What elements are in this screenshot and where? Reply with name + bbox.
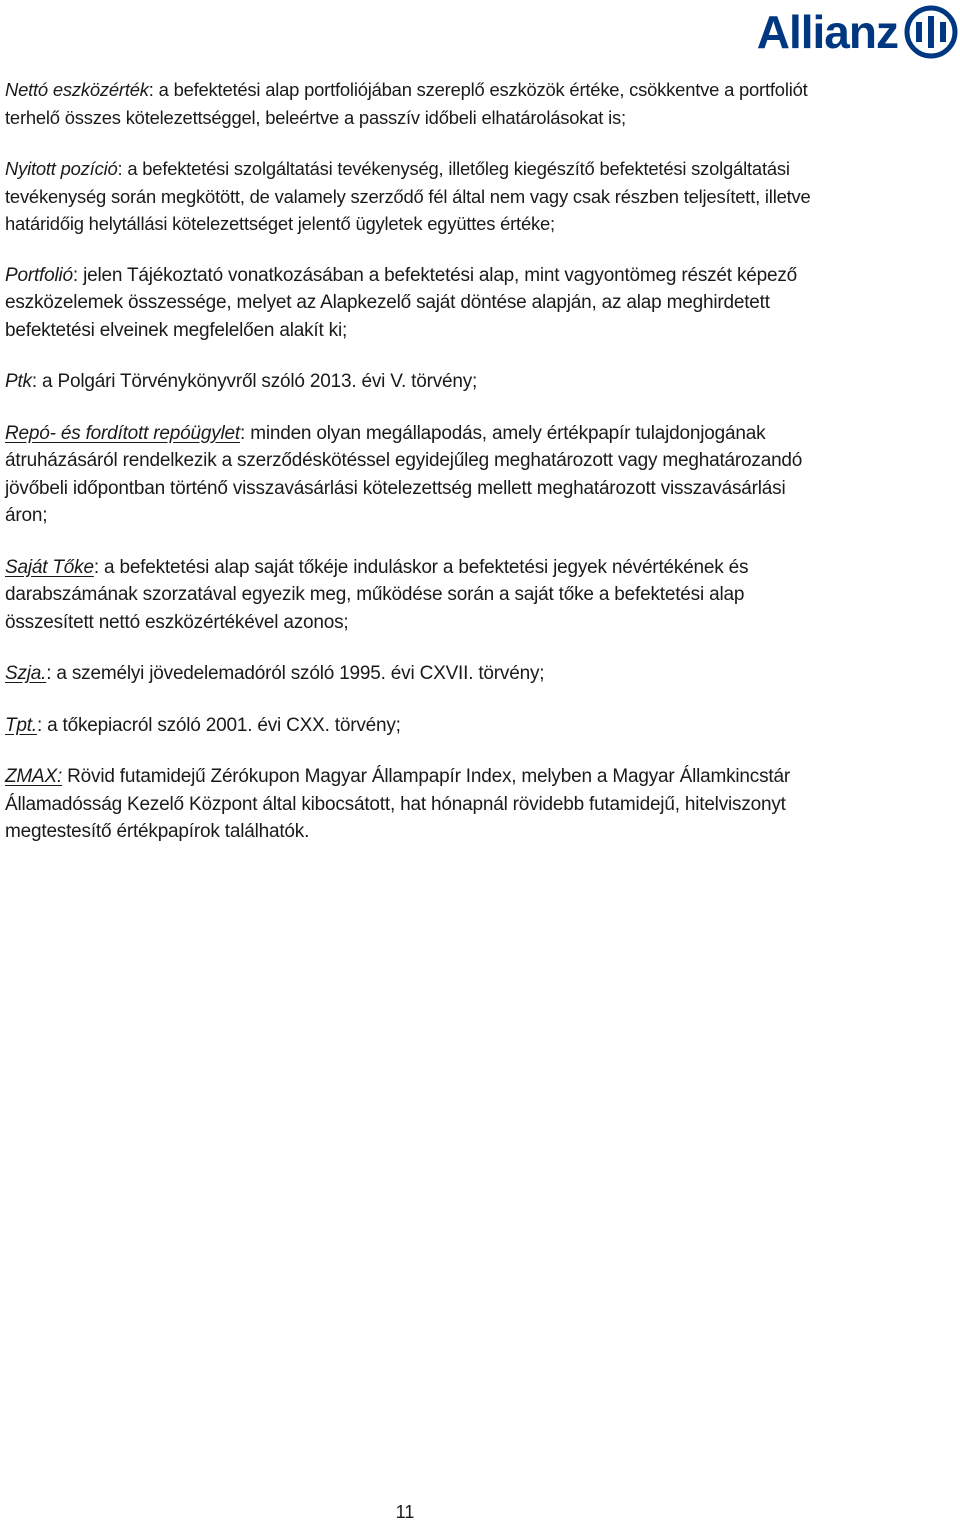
definition-text: a befektetési szolgáltatási tevékenység, illetőleg kiegészítő befektetési szolgáltatási tevékenység során megkötött, de valamely szerződő fél által nem vagy csak részben teljesített, illetve határidőig helytállási kötelezettséget jelentő ügyletek együttes értéke;	[5, 158, 811, 234]
definition-text: a személyi jövedelemadóról szóló 1995. évi CXVII. törvény;	[51, 663, 545, 684]
definition-separator: :	[117, 158, 123, 179]
definition-term: Saját Tőke	[5, 556, 94, 578]
definitions-list	[5, 76, 825, 870]
definition-text: minden olyan megállapodás, amely értékpapír tulajdonjogának átruházásáról rendelkezik a szerződéskötéssel egyidejűleg meghatározott vagy meghatározandó jövőbeli időpontban történő visszavásárlási kötelezettség mellett meghatározott visszavásárlási áron;	[5, 422, 803, 526]
definition-term: Portfolió	[5, 264, 73, 286]
definition-paragraph	[5, 712, 825, 740]
definition-separator: :	[72, 264, 78, 286]
definition-term: Repó- és fordított repóügylet	[5, 422, 241, 444]
definition-paragraph	[5, 660, 825, 688]
definition-separator: :	[31, 371, 37, 392]
definition-term: Nyitott pozíció	[5, 158, 118, 179]
definition-text: jelen Tájékoztató vonatkozásában a befektetési alap, mint vagyontömeg részét képező eszközelemek összessége, melyet az Alapkezelő saját döntése alapján, az alap meghirdetett befektetési elveinek megfelelően alakít ki;	[5, 264, 798, 341]
definition-paragraph	[5, 420, 825, 530]
definition-paragraph	[5, 368, 825, 396]
definition-paragraph	[5, 155, 825, 238]
allianz-logo	[757, 4, 958, 60]
definition-text: a tőkepiacról szóló 2001. évi CXX. törvény;	[42, 714, 401, 736]
definition-paragraph	[5, 763, 825, 846]
definition-text: a befektetési alap portfoliójában szereplő eszközök értéke, csökkentve a portfoliót terhelő összes kötelezettséggel, beleértve a passzív időbeli elhatárolásokat is;	[5, 79, 808, 128]
definition-separator: :	[36, 714, 43, 736]
definition-term: Szja.	[5, 663, 47, 684]
definition-paragraph	[5, 76, 825, 131]
definition-paragraph	[5, 554, 825, 637]
page-number: 11	[395, 1502, 415, 1522]
definition-separator: :	[240, 422, 246, 444]
definition-separator: :	[93, 556, 99, 578]
definition-text: Rövid futamidejű Zérókupon Magyar Állampapír Index, melyben a Magyar Államkincstár Államadósság Kezelő Központ által kibocsátott, hat hónapnál rövidebb futamidejű, hitelviszonyt megtestesítő értékpapírok találhatók.	[5, 766, 790, 842]
allianz-eagle-mark-icon	[904, 5, 958, 59]
logo-wordmark: Allianz	[756, 6, 898, 58]
definition-text: a Polgári Törvénykönyvről szóló 2013. évi V. törvény;	[36, 371, 478, 392]
definition-term: ZMAX:	[5, 766, 63, 787]
definition-paragraph	[5, 262, 825, 345]
definition-text: a befektetési alap saját tőkéje induláskor a befektetési jegyek névértékének és darabszámának szorzatával egyezik meg, működése során a saját tőke a befektetési alap összesített nettó eszközértékével azonos;	[5, 556, 749, 633]
definition-term: Ptk	[5, 371, 32, 392]
definition-separator: :	[46, 663, 52, 684]
definition-term: Tpt.	[5, 714, 37, 736]
definition-separator: :	[148, 79, 154, 100]
definition-term: Nettó eszközérték	[5, 79, 149, 100]
